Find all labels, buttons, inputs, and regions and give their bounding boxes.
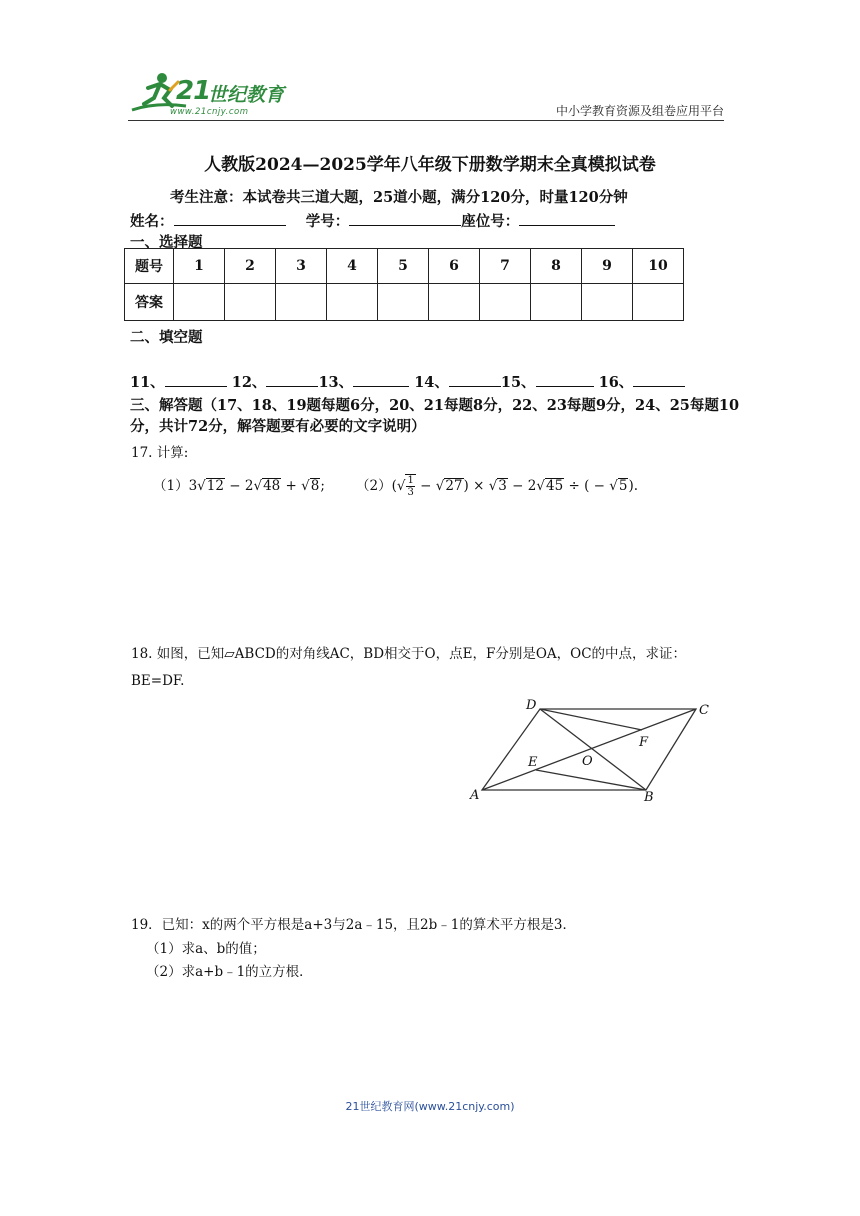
answer-cell[interactable] — [633, 284, 684, 321]
logo-number: 21 — [176, 76, 211, 106]
section-3-title: 三、解答题（17、18、19题每题6分，20、21每题8分，22、23每题9分，24、25每题10分，共计72分，解答题要有必要的文字说明） — [130, 397, 740, 435]
fill-blank[interactable] — [449, 372, 501, 387]
question-19-stem: 19．已知：x的两个平方根是a+3与2a﹣15，且2b﹣1的算术平方根是3． — [131, 917, 576, 933]
question-number-cell: 8 — [531, 249, 582, 284]
diagonal-ac — [482, 709, 696, 790]
page-title: 人教版2024—2025学年八年级下册数学期末全真模拟试卷 — [204, 155, 656, 175]
logo-url: www.21cnjy.com — [170, 107, 249, 117]
parallelogram-figure — [466, 692, 736, 812]
question-number-cell: 9 — [582, 249, 633, 284]
label-e: E — [528, 755, 538, 770]
fill-item-label: 13、 — [318, 374, 354, 391]
answer-cell[interactable] — [378, 284, 429, 321]
fill-blank[interactable] — [165, 372, 227, 387]
label-o: O — [582, 754, 593, 769]
question-number-cell: 10 — [633, 249, 684, 284]
question-number-cell: 4 — [327, 249, 378, 284]
question-number-cell: 5 — [378, 249, 429, 284]
section-1-title: 一、选择题 — [130, 234, 203, 251]
seat-blank[interactable] — [519, 211, 615, 226]
header-platform-text: 中小学教育资源及组卷应用平台 — [555, 104, 724, 118]
label-b: B — [644, 790, 654, 805]
question-17-part-2: （2）(√ $\frac{1}{3}$ − √27) × √3 − 2√45 ÷ ( − √5). — [356, 475, 638, 498]
question-17-part-1: （1）3√12 − 2√48 + √8; — [153, 478, 325, 494]
table-row — [125, 284, 684, 321]
label-a: A — [470, 788, 480, 803]
section-2-title: 二、填空题 — [130, 329, 203, 346]
label-c: C — [699, 703, 709, 718]
question-19-part-1: （1）求a、b的值； — [146, 941, 266, 957]
question-number-cell: 7 — [480, 249, 531, 284]
fill-blank[interactable] — [266, 372, 318, 387]
table-header-cell: 答案 — [125, 284, 174, 321]
fill-blank[interactable] — [353, 372, 409, 387]
segment-df — [540, 709, 642, 730]
question-number-cell: 3 — [276, 249, 327, 284]
id-blank[interactable] — [349, 211, 461, 226]
id-label: 学号： — [305, 213, 350, 230]
label-f: F — [639, 735, 649, 750]
fill-item-label: 15、 — [500, 374, 536, 391]
exam-notice: 考生注意：本试卷共三道大题，25道小题，满分120分，时量120分钟 — [170, 189, 628, 206]
fill-item-label: 16、 — [598, 374, 634, 391]
name-blank[interactable] — [174, 211, 286, 226]
part-label: （1） — [153, 478, 189, 494]
answer-cell[interactable] — [276, 284, 327, 321]
question-17-stem: 17. 计算: — [131, 445, 189, 461]
student-info-row — [130, 210, 615, 231]
logo-text: 世纪教育 — [208, 84, 285, 106]
answer-cell[interactable] — [327, 284, 378, 321]
fill-blank[interactable] — [536, 372, 594, 387]
part-label: （2） — [356, 478, 392, 494]
answer-cell[interactable] — [582, 284, 633, 321]
label-d: D — [526, 698, 537, 713]
question-18: 18. 如图，已知▱ABCD的对角线AC，BD相交于O，点E，F分别是OA，OC的中点，求证：BE=DF. — [131, 646, 687, 689]
name-label: 姓名： — [130, 213, 174, 230]
answer-cell[interactable] — [174, 284, 225, 321]
answer-cell[interactable] — [429, 284, 480, 321]
table-header-cell: 题号 — [125, 249, 174, 284]
fill-item-label: 11、 — [130, 374, 165, 391]
question-19-part-2: （2）求a+b﹣1的立方根． — [146, 964, 313, 980]
question-number-cell: 1 — [174, 249, 225, 284]
fill-item-label: 12、 — [231, 374, 267, 391]
seat-label: 座位号： — [461, 213, 520, 230]
answer-table — [124, 248, 684, 321]
fill-blank-row — [130, 371, 685, 392]
question-number-cell: 6 — [429, 249, 480, 284]
diagonal-bd — [540, 709, 646, 790]
footer-link[interactable]: 21世纪教育网(www.21cnjy.com) — [345, 1100, 515, 1113]
answer-cell[interactable] — [225, 284, 276, 321]
table-row — [125, 249, 684, 284]
answer-cell[interactable] — [480, 284, 531, 321]
header-divider — [128, 120, 724, 121]
segment-be — [536, 770, 646, 790]
answer-cell[interactable] — [531, 284, 582, 321]
fill-item-label: 14、 — [414, 374, 449, 391]
question-number-cell: 2 — [225, 249, 276, 284]
fill-blank[interactable] — [633, 372, 685, 387]
